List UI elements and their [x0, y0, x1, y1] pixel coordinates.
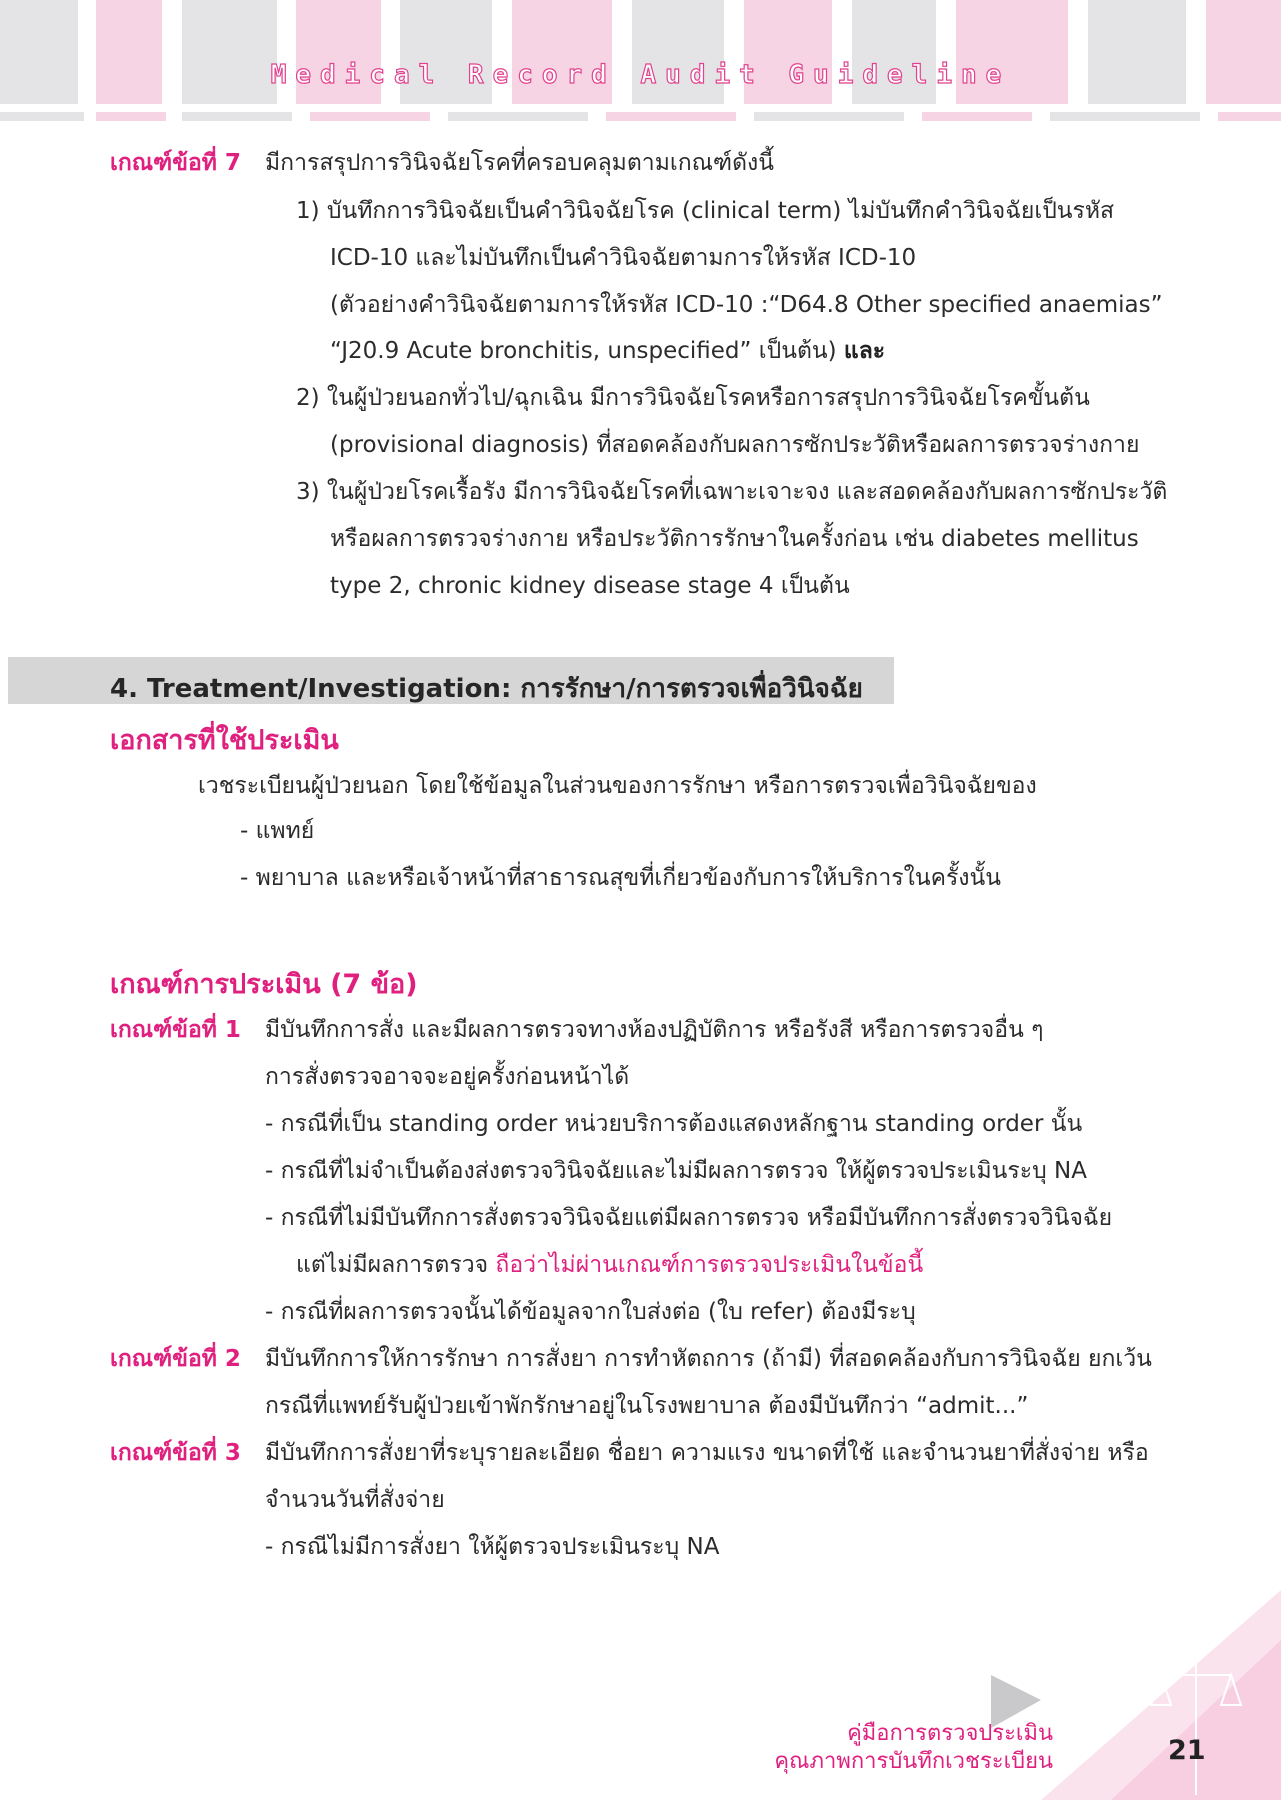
criterion-1-bullet-3-line-1: - กรณีที่ไม่มีบันทึกการสั่งตรวจวินิจฉัยแต่มีผลการตรวจ หรือมีบันทึกการสั่งตรวจวินิจฉัย: [265, 1205, 1113, 1231]
criterion-7-item-1-line-2: ICD-10 และไม่บันทึกเป็นคำวินิจฉัยตามการให้รหัส ICD-10: [330, 245, 917, 271]
criterion-3-bullet-1: - กรณีไม่มีการสั่งยา ให้ผู้ตรวจประเมินระบุ NA: [265, 1534, 720, 1560]
criterion-7-item-3-line-1: 3) ในผู้ป่วยโรคเรื้อรัง มีการวินิจฉัยโรคที่เฉพาะเจาะจง และสอดคล้องกับผลการซักประวัติ: [296, 479, 1168, 505]
criterion-7-item-2-line-2: (provisional diagnosis) ที่สอดคล้องกับผลการซักประวัติหรือผลการตรวจร่างกาย: [330, 432, 1140, 458]
header-strip: [0, 112, 1281, 121]
criterion-7-item-3-line-3: type 2, chronic kidney disease stage 4 เป็นต้น: [330, 573, 850, 599]
criterion-1-bullet-1: - กรณีที่เป็น standing order หน่วยบริการต้องแสดงหลักฐาน standing order นั้น: [265, 1111, 1083, 1137]
docs-heading: เอกสารที่ใช้ประเมิน: [110, 725, 339, 756]
criteria-heading: เกณฑ์การประเมิน (7 ข้อ): [110, 969, 418, 1000]
criterion-1-bullet-4: - กรณีที่ผลการตรวจนั้นได้ข้อมูลจากใบส่งต่อ (ใบ refer) ต้องมีระบุ: [265, 1299, 916, 1325]
criterion-2-label: เกณฑ์ข้อที่ 2: [110, 1346, 241, 1372]
docs-intro: เวชระเบียนผู้ป่วยนอก โดยใช้ข้อมูลในส่วนของการรักษา หรือการตรวจเพื่อวินิจฉัยของ: [198, 773, 1037, 799]
footer-title-line-2: คุณภาพการบันทึกเวชระเบียน: [774, 1749, 1053, 1774]
criterion-7-intro: มีการสรุปการวินิจฉัยโรคที่ครอบคลุมตามเกณฑ์ดังนี้: [265, 150, 774, 176]
criterion-1-fail-note: ถือว่าไม่ผ่านเกณฑ์การตรวจประเมินในข้อนี้: [495, 1252, 924, 1278]
criterion-1-label: เกณฑ์ข้อที่ 1: [110, 1017, 241, 1043]
criterion-7-item-1-line-3: (ตัวอย่างคำวินิจฉัยตามการให้รหัส ICD-10 :“D64.8 Other specified anaemias”: [330, 292, 1163, 318]
criterion-7-item-1-line-4: [330, 336, 885, 366]
docs-item-nurse: - พยาบาล และหรือเจ้าหน้าที่สาธารณสุขที่เกี่ยวข้องกับการให้บริการในครั้งนั้น: [240, 865, 1001, 891]
criterion-2-line-2: กรณีที่แพทย์รับผู้ป่วยเข้าพักรักษาอยู่ในโรงพยาบาล ต้องมีบันทึกว่า “admit...”: [265, 1393, 1029, 1419]
header-title: Medical Record Audit Guideline: [270, 60, 1011, 90]
criterion-7-and-bold: และ: [843, 338, 886, 364]
page-number: 21: [1168, 1735, 1206, 1766]
criterion-1-line-1: มีบันทึกการสั่ง และมีผลการตรวจทางห้องปฏิบัติการ หรือรังสี หรือการตรวจอื่น ๆ: [265, 1017, 1044, 1043]
criterion-2-line-1: มีบันทึกการให้การรักษา การสั่งยา การทำหัตถการ (ถ้ามี) ที่สอดคล้องกับการวินิจฉัย ยกเว้น: [265, 1346, 1152, 1372]
criterion-7-item-2-line-1: 2) ในผู้ป่วยนอกทั่วไป/ฉุกเฉิน มีการวินิจฉัยโรคหรือการสรุปการวินิจฉัยโรคขั้นต้น: [296, 385, 1090, 411]
docs-item-physician: - แพทย์: [240, 818, 315, 844]
criterion-1-bullet-3-text: แต่ไม่มีผลการตรวจ: [296, 1252, 489, 1278]
header-decoration: [0, 0, 1281, 112]
criterion-3-label: เกณฑ์ข้อที่ 3: [110, 1440, 241, 1466]
footer-title-line-1: คู่มือการตรวจประเมิน: [847, 1721, 1053, 1746]
criterion-7-item-1-line-1: 1) บันทึกการวินิจฉัยเป็นคำวินิจฉัยโรค (clinical term) ไม่บันทึกคำวินิจฉัยเป็นรหัส: [296, 198, 1115, 224]
criterion-7-label: เกณฑ์ข้อที่ 7: [110, 150, 241, 176]
section-title: 4. Treatment/Investigation: การรักษา/การตรวจเพื่อวินิจฉัย: [110, 674, 863, 704]
criterion-1-bullet-3-line-2: [296, 1250, 923, 1280]
criterion-1-line-2: การสั่งตรวจอาจจะอยู่ครั้งก่อนหน้าได้: [265, 1064, 630, 1090]
criterion-7-item-1-line-4-text: “J20.9 Acute bronchitis, unspecified” เป็นต้น): [330, 338, 837, 364]
criterion-1-bullet-2: - กรณีที่ไม่จำเป็นต้องส่งตรวจวินิจฉัยและไม่มีผลการตรวจ ให้ผู้ตรวจประเมินระบุ NA: [265, 1158, 1087, 1184]
criterion-3-line-2: จำนวนวันที่สั่งจ่าย: [265, 1487, 445, 1513]
criterion-7-item-3-line-2: หรือผลการตรวจร่างกาย หรือประวัติการรักษาในครั้งก่อน เช่น diabetes mellitus: [330, 526, 1139, 552]
criterion-3-line-1: มีบันทึกการสั่งยาที่ระบุรายละเอียด ชื่อยา ความแรง ขนาดที่ใช้ และจำนวนยาที่สั่งจ่าย หรือ: [265, 1440, 1149, 1466]
